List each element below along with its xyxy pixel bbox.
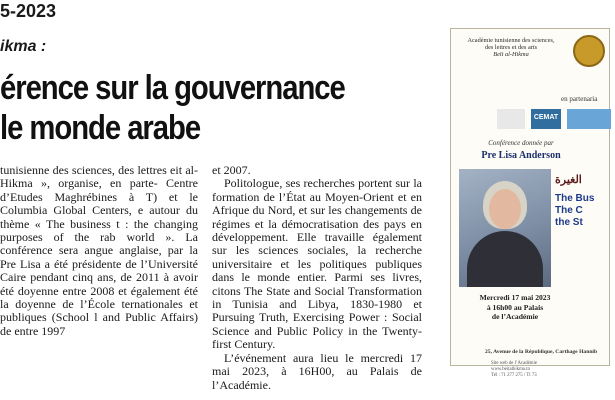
partner-logo-1-icon: [497, 109, 525, 129]
issue-date: 5-2023: [0, 1, 57, 21]
when-line-1: Mercredi 17 mai 2023: [479, 293, 551, 302]
event-poster: [450, 28, 610, 378]
when-line-3: de l’Académie: [491, 312, 539, 322]
poster-website: [491, 361, 537, 379]
article-column-2: [212, 164, 422, 392]
web-line-1: Site web de l’Académie: [491, 361, 537, 366]
academy-logo-icon: [573, 35, 605, 67]
academy-line-2: des lettres et des arts: [484, 44, 538, 52]
poster-partner-label: en partenaria: [561, 95, 598, 103]
speaker-prefix: Pre: [481, 150, 497, 161]
poster-talk-title: [555, 193, 615, 229]
headline-line-2: le monde arabe: [0, 109, 201, 147]
photo-body-shape: [467, 231, 543, 287]
column-2-paragraph-3: L’événement aura lieu le mercredi 17 mai 2023, à 16H00, au Palais de l’Académie.: [212, 350, 422, 392]
speaker-photo: [459, 169, 551, 287]
headline-line-1: érence sur la gouvernance: [0, 69, 345, 107]
poster-date-time: [451, 293, 579, 322]
article-column-1: [0, 164, 198, 338]
academy-line-1: Académie tunisienne des sciences,: [467, 37, 555, 44]
poster-phone: Tél : 71 277 275 / Tl 73: [491, 373, 537, 378]
photo-face-shape: [489, 189, 521, 229]
talk-title-line-3: the St: [555, 217, 583, 228]
column-2-paragraph-2: Politologue, ses recherches portent sur la formation de l’État au Moyen-Orient et en Afrique du Nord, et sur les changements de régimes et la démocratisation des pays en développement. Elle travaille également sur les sciences sociales, la recherche universitaire et les politiques publiques dans le monde entier. Parmi ses livres, citons The State and Social Transformation in Tunisia and Libya, 1830-1980 et Pursuing Truth, Exercising Power : Social Science and Public Policy in the Twenty-first Century.: [212, 176, 422, 352]
speaker-name: Lisa Anderson: [498, 150, 561, 161]
poster-speaker: [451, 150, 591, 161]
when-line-2: à 16h00 au Palais: [486, 302, 544, 312]
cemat-logo: CEMAT: [531, 109, 561, 129]
talk-title-line-1: The Bus: [555, 193, 595, 204]
poster-conference-label: Conférence donnée par: [488, 139, 554, 147]
poster-academy-name: [455, 37, 567, 59]
section-kicker: ikma :: [0, 38, 47, 55]
web-line-2: www.beitalhikma.tn: [491, 367, 530, 372]
academy-line-3: Beït al-Hikma: [493, 51, 529, 59]
talk-title-line-2: The C: [555, 205, 583, 216]
column-2-paragraph-1: et 2007.: [212, 163, 251, 177]
partner-logo-3-icon: [567, 109, 611, 129]
article-headline: [0, 68, 378, 148]
column-1-paragraph: tunisienne des sciences, des lettres eit al-Hikma », organise, en parte- Centre d’Etudes Maghrébines à T) et le Columbia Global Centers, e autour du thème « The business t : the changing purposes of the rab world ». La conférence sera angue anglaise, par la Pre Lisa a été présidente de l’Université Caire pendant cinq ans, de 2011 à avoir été doyenne entre 2008 et également été la doyenne de l’École ternationales et publiques (School l and Public Affairs) de entre 1997: [0, 163, 198, 338]
poster-address: 25, Avenue de la République, Carthage Hannib: [485, 349, 598, 355]
poster-arabic-title: الغيرة: [555, 174, 582, 186]
